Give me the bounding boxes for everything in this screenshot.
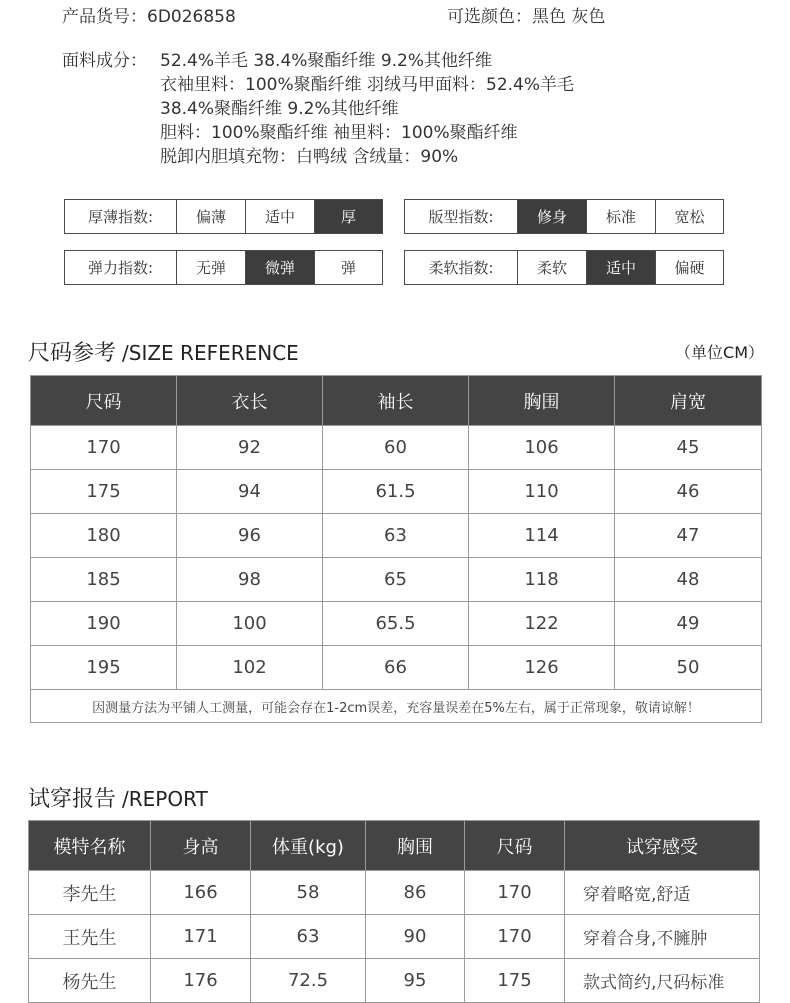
size-subtitle: /SIZE REFERENCE xyxy=(122,341,299,365)
softness-option-medium: 适中 xyxy=(586,251,655,284)
table-row xyxy=(31,558,762,602)
table-cell: 穿着略宽,舒适 xyxy=(565,871,760,915)
fabric-line-1: 52.4%羊毛 38.4%聚酯纤维 9.2%其他纤维 xyxy=(160,51,493,71)
fit-option-standard: 标准 xyxy=(586,200,655,233)
elasticity-option-elastic: 弹 xyxy=(314,251,382,284)
table-cell: 170 xyxy=(31,426,177,470)
elasticity-option-slight: 微弹 xyxy=(245,251,314,284)
table-cell: 171 xyxy=(151,915,251,959)
table-cell: 94 xyxy=(177,470,323,514)
size-header-size: 尺码 xyxy=(31,376,177,426)
table-cell: 61.5 xyxy=(323,470,469,514)
fit-index-label: 版型指数: xyxy=(428,208,494,226)
size-title: 尺码参考 xyxy=(28,341,117,366)
table-cell: 114 xyxy=(469,514,615,558)
table-cell: 175 xyxy=(465,959,565,1003)
sku-value: 6D026858 xyxy=(147,7,236,27)
fabric-line-2: 衣袖里料：100%聚酯纤维 羽绒马甲面料：52.4%羊毛 xyxy=(160,75,575,95)
table-cell: 48 xyxy=(615,558,762,602)
table-cell: 63 xyxy=(323,514,469,558)
table-cell: 65.5 xyxy=(323,602,469,646)
sku-label: 产品货号： xyxy=(62,7,147,27)
size-section-title xyxy=(28,336,299,367)
fabric-line-4: 胆料：100%聚酯纤维 袖里料：100%聚酯纤维 xyxy=(160,123,518,143)
size-unit: （单位CM） xyxy=(675,343,764,362)
elasticity-option-none: 无弹 xyxy=(176,251,245,284)
table-cell: 穿着合身,不臃肿 xyxy=(565,915,760,959)
thickness-option-thin: 偏薄 xyxy=(176,200,245,233)
table-row xyxy=(29,915,760,959)
color-label: 可选颜色： xyxy=(447,7,532,27)
table-cell: 王先生 xyxy=(29,915,151,959)
table-cell: 杨先生 xyxy=(29,959,151,1003)
fabric-line-3: 38.4%聚酯纤维 9.2%其他纤维 xyxy=(160,99,399,119)
softness-option-stiff: 偏硬 xyxy=(655,251,723,284)
report-subtitle: /REPORT xyxy=(122,787,208,811)
table-cell: 92 xyxy=(177,426,323,470)
size-header-shoulder: 肩宽 xyxy=(615,376,762,426)
table-row xyxy=(31,426,762,470)
size-header-chest: 胸围 xyxy=(469,376,615,426)
fit-option-slim: 修身 xyxy=(517,200,586,233)
table-cell: 96 xyxy=(177,514,323,558)
table-cell: 185 xyxy=(31,558,177,602)
table-cell: 58 xyxy=(251,871,366,915)
softness-index xyxy=(404,250,724,285)
size-note: 因测量方法为平铺人工测量，可能会存在1-2cm误差，充容量误差在5%左右，属于正常现象，敬请谅解！ xyxy=(31,690,762,723)
table-cell: 60 xyxy=(323,426,469,470)
table-cell: 65 xyxy=(323,558,469,602)
table-cell: 46 xyxy=(615,470,762,514)
table-cell: 98 xyxy=(177,558,323,602)
table-row xyxy=(29,959,760,1003)
report-table-header xyxy=(29,821,760,871)
report-header-model: 模特名称 xyxy=(29,821,151,871)
table-cell: 118 xyxy=(469,558,615,602)
fabric-line-5: 脱卸内胆填充物：白鸭绒 含绒量：90% xyxy=(160,147,459,167)
report-title: 试穿报告 xyxy=(28,787,117,812)
size-header-length: 衣长 xyxy=(177,376,323,426)
table-row xyxy=(31,470,762,514)
report-header-height: 身高 xyxy=(151,821,251,871)
table-cell: 50 xyxy=(615,646,762,690)
size-note-row xyxy=(31,690,762,723)
table-cell: 49 xyxy=(615,602,762,646)
table-row xyxy=(31,514,762,558)
table-cell: 110 xyxy=(469,470,615,514)
thickness-option-medium: 适中 xyxy=(245,200,314,233)
table-cell: 166 xyxy=(151,871,251,915)
softness-index-label: 柔软指数: xyxy=(428,259,494,277)
size-header-sleeve: 袖长 xyxy=(323,376,469,426)
report-section-title xyxy=(28,782,208,813)
fabric-label: 面料成分： xyxy=(62,51,147,71)
table-cell: 95 xyxy=(366,959,465,1003)
size-table xyxy=(30,375,762,723)
report-table xyxy=(28,820,760,1003)
table-cell: 175 xyxy=(31,470,177,514)
table-cell: 款式简约,尺码标准 xyxy=(565,959,760,1003)
table-cell: 45 xyxy=(615,426,762,470)
table-row xyxy=(29,871,760,915)
color-value: 黑色 灰色 xyxy=(532,7,606,27)
table-cell: 195 xyxy=(31,646,177,690)
table-cell: 102 xyxy=(177,646,323,690)
table-cell: 106 xyxy=(469,426,615,470)
report-header-feedback: 试穿感受 xyxy=(565,821,760,871)
table-cell: 170 xyxy=(465,871,565,915)
table-cell: 170 xyxy=(465,915,565,959)
table-cell: 100 xyxy=(177,602,323,646)
fit-index xyxy=(404,199,724,234)
product-sku xyxy=(62,2,236,27)
table-cell: 63 xyxy=(251,915,366,959)
table-cell: 122 xyxy=(469,602,615,646)
table-row xyxy=(31,646,762,690)
table-cell: 180 xyxy=(31,514,177,558)
thickness-index-label: 厚薄指数: xyxy=(87,208,154,226)
elasticity-index-label: 弹力指数: xyxy=(87,259,154,277)
report-header-size: 尺码 xyxy=(465,821,565,871)
report-header-chest: 胸围 xyxy=(366,821,465,871)
table-cell: 李先生 xyxy=(29,871,151,915)
thickness-option-thick: 厚 xyxy=(314,200,382,233)
table-cell: 86 xyxy=(366,871,465,915)
table-cell: 66 xyxy=(323,646,469,690)
softness-option-soft: 柔软 xyxy=(517,251,586,284)
table-cell: 176 xyxy=(151,959,251,1003)
table-cell: 190 xyxy=(31,602,177,646)
fit-option-loose: 宽松 xyxy=(655,200,723,233)
report-header-weight: 体重(kg) xyxy=(251,821,366,871)
table-cell: 90 xyxy=(366,915,465,959)
size-table-header xyxy=(31,376,762,426)
elasticity-index xyxy=(64,250,383,285)
table-cell: 47 xyxy=(615,514,762,558)
thickness-index xyxy=(64,199,383,234)
table-cell: 126 xyxy=(469,646,615,690)
product-colors xyxy=(447,2,605,27)
table-cell: 72.5 xyxy=(251,959,366,1003)
table-row xyxy=(31,602,762,646)
